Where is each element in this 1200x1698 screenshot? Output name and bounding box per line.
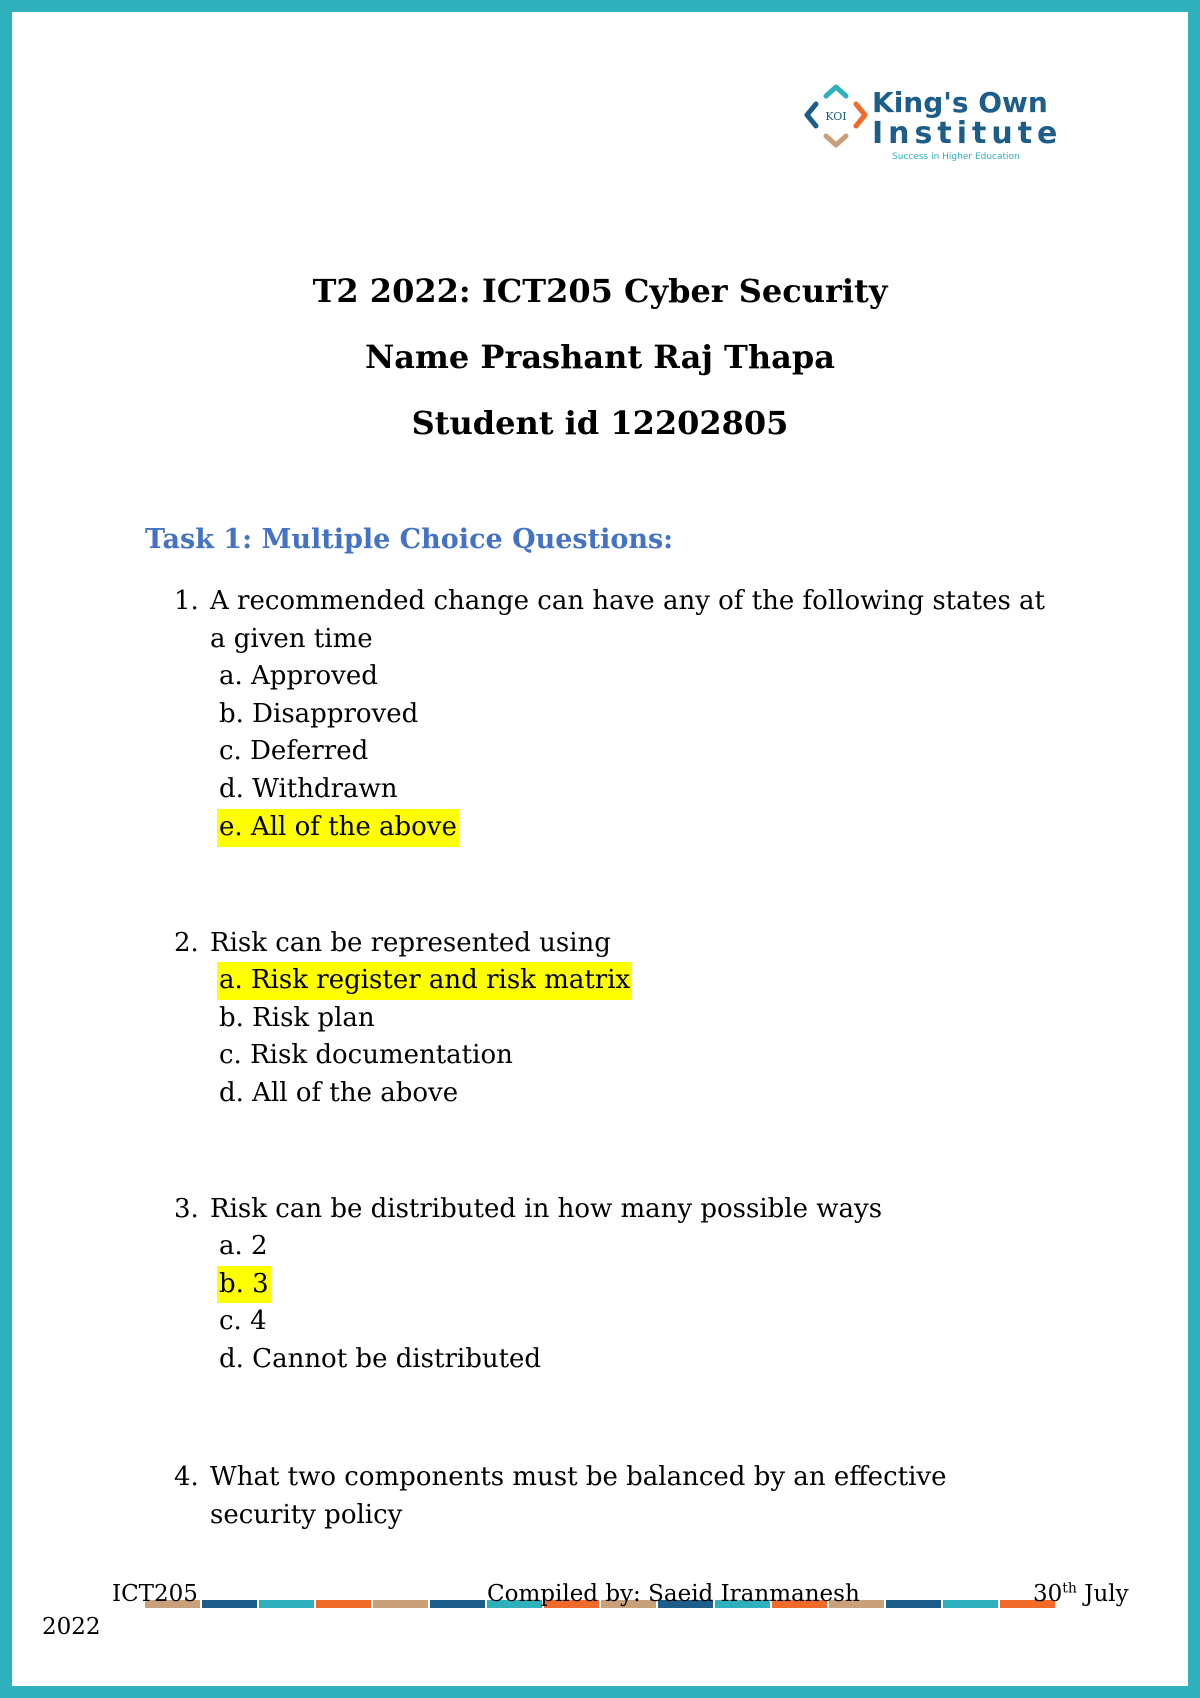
option-label: c. 4 [219,1306,267,1337]
option-item [174,809,1054,847]
question-text [174,1458,1054,1534]
logo-mark-text: KOI [825,110,847,123]
selected-answer: a. Risk register and risk matrix [217,962,632,1000]
footer-bar-segment [259,1600,314,1608]
option-item [174,733,1054,771]
option-item [174,1075,1054,1113]
question-prompt: Risk can be distributed in how many possible ways [210,1194,883,1224]
footer-bar-segment [316,1600,371,1608]
option-label: b. Risk plan [219,1002,375,1033]
footer-date-month: July [1084,1581,1129,1607]
footer-date [1033,1580,1129,1608]
question-number: 3. [174,1194,199,1224]
option-item [174,1266,1054,1304]
question-4 [174,1458,1054,1534]
option-item [174,962,1054,1000]
footer-date-suffix: th [1062,1580,1077,1597]
footer-bar-segment [202,1600,257,1608]
footer-bar-segment [430,1600,485,1608]
question-prompt: What two components must be balanced by an effective security policy [210,1462,947,1530]
question-number: 2. [174,928,199,958]
footer-bar-segment [373,1600,428,1608]
question-number: 4. [174,1462,199,1492]
question-2 [174,924,1054,1113]
question-number: 1. [174,586,199,616]
footer-date-day: 30 [1033,1581,1063,1607]
question-text [174,582,1054,658]
option-item [174,1000,1054,1038]
question-prompt: Risk can be represented using [210,928,611,958]
option-item [174,1228,1054,1266]
option-item [174,771,1054,809]
question-text [174,1190,1054,1228]
option-label: d. Cannot be distributed [219,1344,542,1375]
logo-name-line2: Institute [872,116,1063,151]
option-item [174,1341,1054,1379]
question-text [174,924,1054,962]
option-list [174,658,1054,847]
koi-logo-icon [800,84,872,154]
student-id: Student id 12202805 [411,404,789,442]
option-label: b. Disapproved [219,698,419,729]
question-1 [174,582,1054,847]
footer-date-year: 2022 [42,1614,101,1640]
option-label: a. Approved [219,661,378,691]
option-item [174,1303,1054,1341]
option-label: c. Risk documentation [219,1040,513,1071]
option-list [174,962,1054,1113]
student-name: Name Prashant Raj Thapa [365,338,835,376]
option-list [174,1228,1054,1379]
option-item [174,1037,1054,1075]
footer-compiled-by: Compiled by: Saeid Iranmanesh [487,1581,860,1607]
option-item [174,658,1054,696]
option-item [174,696,1054,734]
footer-bar-segment [943,1600,998,1608]
task-heading: Task 1: Multiple Choice Questions: [145,524,674,555]
option-label: c. Deferred [219,736,369,767]
question-3 [174,1190,1054,1379]
selected-answer: e. All of the above [217,809,459,847]
koi-logo [800,84,1063,170]
selected-answer: b. 3 [217,1266,271,1304]
course-title: T2 2022: ICT205 Cyber Security [312,272,888,310]
option-label: d. Withdrawn [219,774,398,805]
footer-course-code: ICT205 [112,1581,198,1607]
logo-name-line1: King's Own [872,86,1048,119]
question-prompt: A recommended change can have any of the following states at a given time [210,586,1046,654]
option-label: d. All of the above [219,1078,459,1109]
option-label: a. 2 [219,1231,268,1261]
logo-tagline: Success in Higher Education [892,152,1020,162]
footer-bar-segment [886,1600,941,1608]
